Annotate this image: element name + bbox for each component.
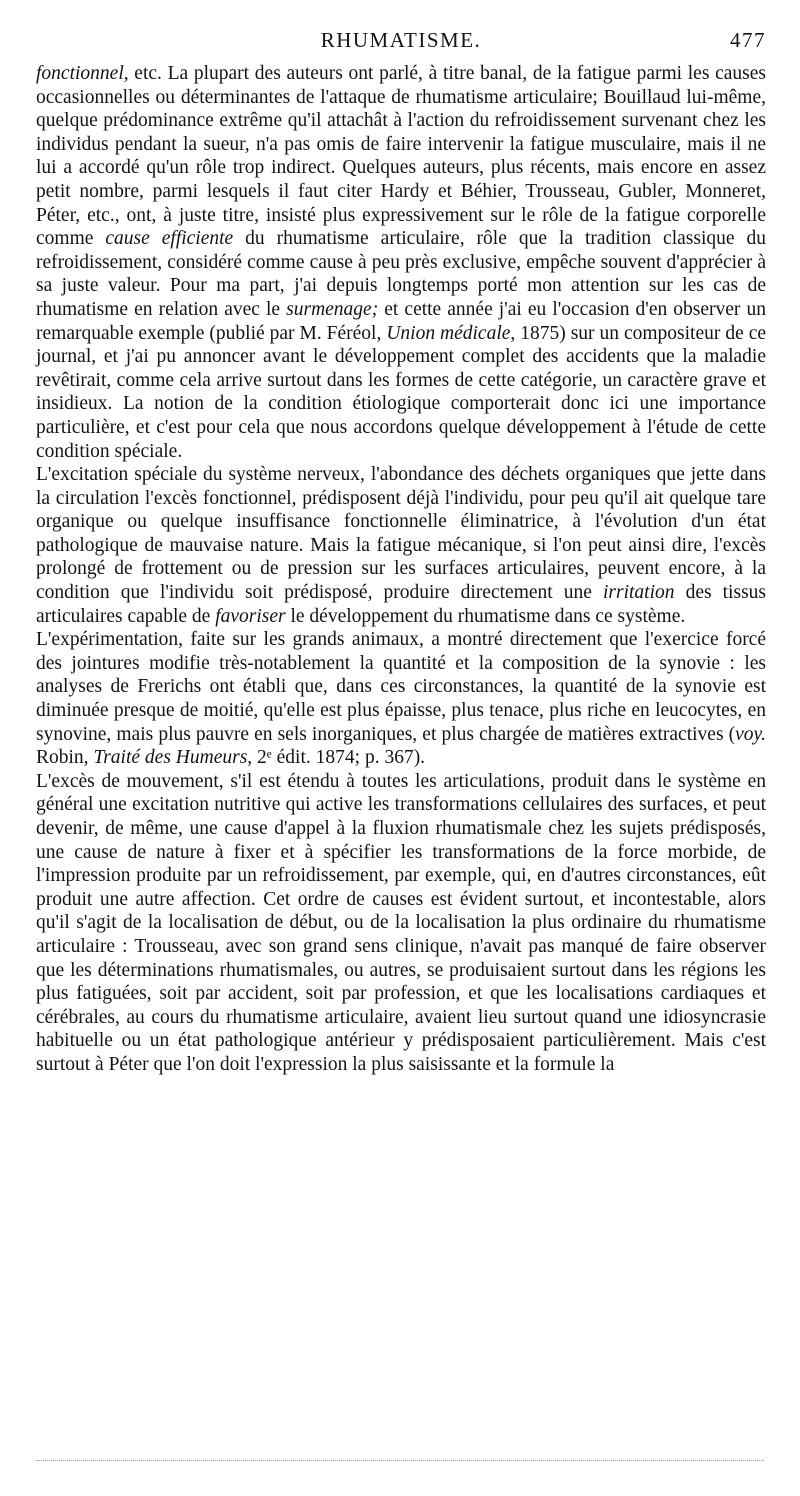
text-segment: le développement du rhumatisme dans ce système. [285, 605, 686, 627]
paragraph-2 [36, 463, 766, 628]
italic-text-segment: Traité des Humeurs [93, 747, 248, 769]
page-header [36, 28, 766, 62]
text-segment: Robin, [36, 747, 94, 769]
footer-dotted-rule [36, 1460, 764, 1461]
text-segment: du rhumatisme articulaire, rôle que la tradition classique du refroidissement, considéré comme cause à peu près exclusive, empêche souvent d'apprécier à sa juste valeur. Pour ma part, j'ai depuis longtemps porté mon attention sur les cas de rhumatisme en relation avec le [36, 228, 766, 320]
paragraph-1 [36, 62, 766, 463]
text-segment: L'expérimentation, faite sur les grands animaux, a montré directement que l'exercice forcé des jointures modifie très-notablement la quantité et la composition de la synovie : les analyses de Frerichs ont établi que, dans ces circonstances, la quantité de la synovie est diminuée presque de moitié, qu'elle est plus épaisse, plus tenace, plus riche en leucocytes, en synovine, mais plus pauvre en sels inorganiques, et plus chargée de matières extractives ( [36, 629, 766, 745]
text-segment: , 2ᵉ édit. 1874; p. 367). [247, 747, 426, 769]
text-segment: L'excitation spéciale du système nerveux, l'abondance des déchets organiques que jette dans la circulation l'excès fonctionnel, prédisposent déjà l'individu, pour peu qu'il ait quelque tare organique ou quelque insuffisance fonctionnelle éliminatrice, à l'évolution d'un état pathologique de mauvaise nature. Mais la fatigue mécanique, si l'on peut ainsi dire, l'excès prolongé de frottement ou de pression sur les surfaces articulaires, peuvent encore, à la condition que l'individu soit prédisposé, produire directement une [36, 464, 766, 604]
text-segment: des tissus articulaires capable de [36, 582, 766, 627]
paragraph-3 [36, 628, 766, 770]
book-page [36, 28, 766, 1077]
italic-text-segment: fonctionnel [36, 63, 124, 84]
text-segment: , etc. La plupart des auteurs ont parlé, à titre banal, de la fatigue parmi les causes occasionnelles ou déterminantes de l'attaque de rhumatisme articulaire; Bouillaud lui-même, quelque prédominance extrême qu'il attachât à l'action du refroidissement survenant chez les individus pendant la sueur, n'a pas omis de faire intervenir la fatigue musculaire, mais il ne lui a accordé qu'un rôle trop indirect. Quelques auteurs, plus récents, mais encore en assez petit nombre, parmi lesquels il faut citer Hardy et Béhier, Trousseau, Gubler, Monneret, Péter, etc., ont, à juste titre, insisté plus expressivement sur le rôle de la fatigue corporelle comme [36, 63, 766, 250]
paragraph-4 [36, 770, 766, 1077]
text-segment: et cette année j'ai eu l'occasion d'en observer un remarquable exemple (publié par M. Féréol, [36, 298, 766, 344]
running-title: RHUMATISME. [320, 28, 482, 52]
text-segment: L'excès de mouvement, s'il est étendu à toutes les articulations, produit dans le système en général une excitation nutritive qui active les transformations cellulaires des surfaces, et peut devenir, de même, une cause d'appel à la fluxion rhumatismale chez les sujets prédisposés, une cause de nature à fixer et à spécifier les transformations de la force morbide, de l'impression produite par un refroidissement, par exemple, qui, en d'autres circonstances, eût produit une autre affection. Cet ordre de causes est évident surtout, et incontestable, alors qu'il s'agit de la localisation de début, ou de la localisation la plus ordinaire du rhumatisme articulaire : Trousseau, avec son grand sens clinique, n'avait pas manqué de faire observer que les déterminations rhumatismales, ou autres, se produisaient surtout dans les régions les plus fatiguées, soit par accident, soit par profession, et que les localisations cardiaques et cérébrales, au cours du rhumatisme articulaire, avaient lieu surtout quand une idiosyncrasie habituelle ou un état pathologique antérieur y prédisposaient particulièrement. Mais c'est surtout à Péter que l'on doit l'expression la plus saisissante et la formule la [36, 770, 766, 1075]
italic-text-segment: cause efficiente [105, 228, 234, 250]
text-segment: , 1875) sur un compositeur de ce journal, et j'ai pu annoncer avant le développement complet des accidents que la maladie revêtirait, comme cela arrive surtout dans les formes de cette catégorie, un caractère grave et insidieux. La notion de la condition étiologique comporterait donc ici une importance particulière, et c'est pour cela que nous accordons quelque développement à l'étude de cette condition spéciale. [36, 322, 767, 462]
page-number: 477 [730, 28, 766, 52]
body-text [36, 62, 766, 1077]
italic-text-segment: Union médicale [386, 322, 511, 344]
italic-text-segment: favoriser [215, 605, 286, 627]
italic-text-segment: irritation [602, 582, 675, 604]
italic-text-segment: surmenage; [286, 298, 379, 320]
italic-text-segment: voy. [735, 723, 766, 745]
